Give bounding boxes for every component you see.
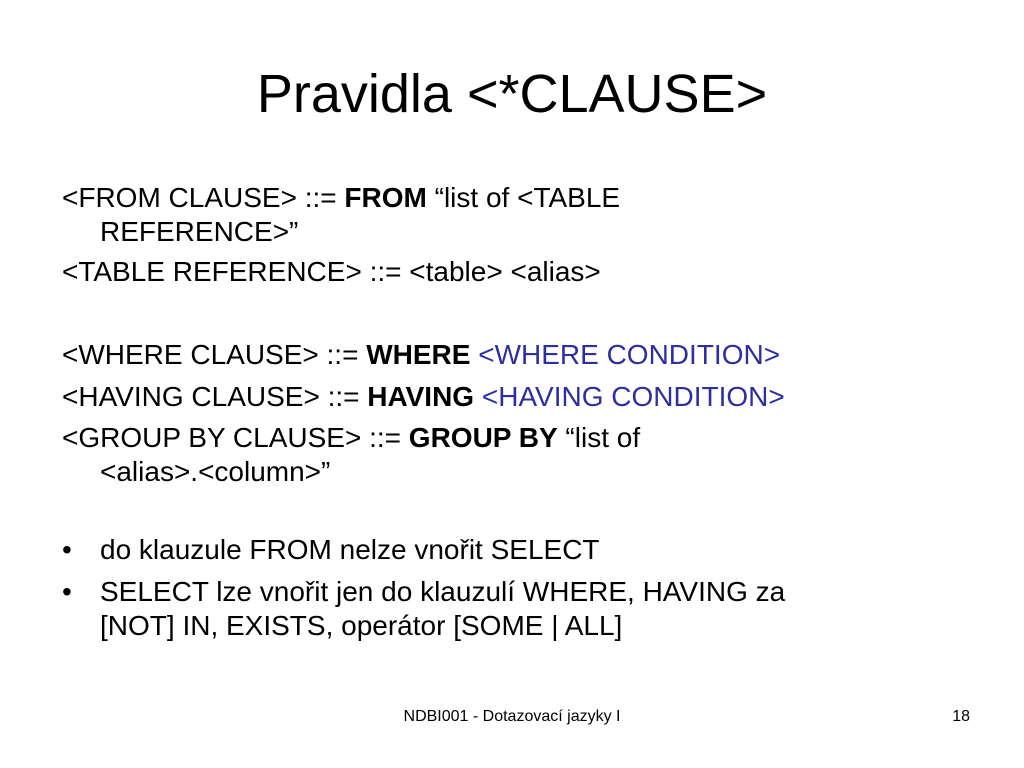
- rule-from-keyword: FROM: [344, 182, 427, 213]
- rule-table-reference-text: <TABLE REFERENCE> ::= <table> <alias>: [62, 256, 601, 287]
- rule-from-lhs: <FROM CLAUSE> ::=: [62, 182, 345, 213]
- rule-group-by-keyword: GROUP BY: [408, 422, 558, 453]
- rule-from-clause: [62, 181, 962, 249]
- rule-where-lhs: <WHERE CLAUSE> ::=: [62, 339, 367, 370]
- rule-having-clause: [62, 380, 962, 414]
- rule-having-condition: <HAVING CONDITION>: [474, 381, 785, 412]
- rule-where-clause: [62, 338, 962, 372]
- rule-table-reference: [62, 255, 962, 289]
- rule-group-by-clause: [62, 421, 962, 489]
- slide-title: Pravidla <*CLAUSE>: [256, 64, 768, 124]
- footer-page-number: 18: [952, 708, 970, 725]
- bullet-marker: •: [62, 576, 72, 607]
- rule-having-keyword: HAVING: [367, 381, 475, 412]
- rule-group-by-lhs: <GROUP BY CLAUSE> ::=: [62, 422, 409, 453]
- rule-from-rest: “list of <TABLE: [426, 182, 621, 213]
- rule-group-by-continuation: <alias>.<column>”: [100, 456, 331, 487]
- rule-group-by-rest: “list of: [557, 422, 641, 453]
- bullet-item: [62, 533, 962, 567]
- rule-having-lhs: <HAVING CLAUSE> ::=: [62, 381, 368, 412]
- bullet-marker: •: [62, 534, 72, 565]
- footer-course-name: NDBI001 - Dotazovací jazyky I: [403, 708, 621, 725]
- bullet-text: do klauzule FROM nelze vnořit SELECT: [100, 534, 600, 565]
- rule-where-condition: <WHERE CONDITION>: [470, 339, 781, 370]
- bullet-text-continuation: [NOT] IN, EXISTS, operátor [SOME | ALL]: [100, 610, 623, 641]
- rule-where-keyword: WHERE: [366, 339, 471, 370]
- bullet-text: SELECT lze vnořit jen do klauzulí WHERE, HAVING za: [100, 576, 786, 607]
- bullet-item: [62, 575, 962, 643]
- rule-from-continuation: REFERENCE>”: [100, 216, 299, 247]
